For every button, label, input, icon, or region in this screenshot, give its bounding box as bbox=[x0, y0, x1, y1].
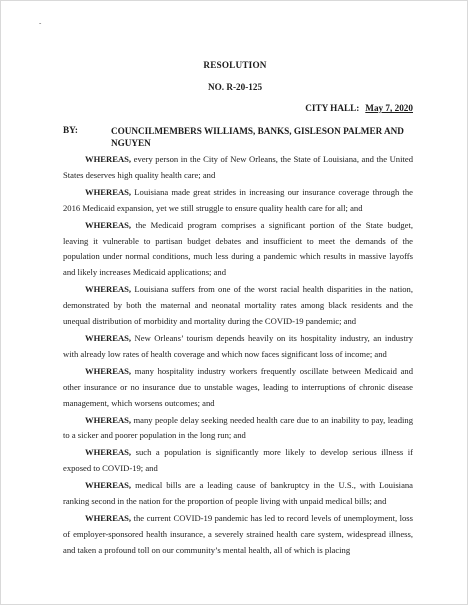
resolution-number: NO. R-20-125 bbox=[207, 82, 263, 92]
whereas-text: New Orleans’ tourism depends heavily on its hospitality industry, an industry with already low rates of health coverage and which now faces significant loss of income; and bbox=[63, 332, 413, 359]
whereas-paragraph bbox=[63, 152, 413, 184]
whereas-lead: WHEREAS, bbox=[85, 154, 132, 164]
whereas-lead: WHEREAS, bbox=[85, 365, 132, 376]
whereas-text: medical bills are a leading cause of bankruptcy in the U.S., with Louisiana ranking second in the nation for the proportion of people living with unpaid medical bills; and bbox=[63, 480, 413, 507]
whereas-text: every person in the City of New Orleans, the State of Louisiana, and the United States deserves high quality health care; and bbox=[63, 154, 413, 180]
whereas-paragraph bbox=[63, 218, 413, 282]
whereas-text: such a population is significantly more likely to develop serious illness if exposed to COVID-19; and bbox=[63, 447, 413, 474]
whereas-paragraph bbox=[63, 364, 413, 412]
whereas-paragraph bbox=[63, 511, 413, 559]
whereas-text: the Medicaid program comprises a significant portion of the State budget, leaving it vulnerable to partisan budget debates and insufficient to meet the demands of the population under normal conditions, much less during a pandemic which results in massive layoffs and likely increases Medicaid applications; and bbox=[63, 219, 413, 278]
whereas-lead: WHEREAS, bbox=[85, 332, 132, 343]
whereas-text: Louisiana made great strides in increasing our insurance coverage through the 2016 Medicaid expansion, yet we still struggle to ensure quality health care for all; and bbox=[63, 186, 413, 213]
whereas-lead: WHEREAS, bbox=[85, 512, 132, 523]
whereas-paragraph bbox=[63, 282, 413, 330]
whereas-lead: WHEREAS, bbox=[85, 284, 132, 295]
whereas-paragraph bbox=[63, 445, 413, 477]
whereas-text: many hospitality industry workers frequently oscillate between Medicaid and other insurance or no insurance due to unstable wages, leading to interruptions of chronic disease management, which worsens outcomes; and bbox=[63, 365, 413, 408]
whereas-paragraph bbox=[63, 413, 413, 445]
whereas-text: Louisiana suffers from one of the worst racial health disparities in the nation, demonstrated by both the maternal and neonatal mortality rates among black residents and the unequal distribution of morbidity and mortality during the COVID-19 pandemic; and bbox=[63, 284, 413, 327]
sponsors: COUNCILMEMBERS WILLIAMS, BANKS, GISLESON PALMER AND NGUYEN bbox=[111, 126, 404, 148]
whereas-paragraph bbox=[63, 185, 413, 217]
whereas-paragraph bbox=[63, 331, 413, 363]
whereas-lead: WHEREAS, bbox=[85, 414, 132, 425]
whereas-text: the current COVID-19 pandemic has led to record levels of unemployment, loss of employer-sponsored health insurance, a severely strained health care system, widespread illness, and taken a profound toll on our community’s mental health, all of which is placing bbox=[63, 512, 413, 555]
whereas-lead: WHEREAS, bbox=[85, 447, 132, 458]
city-hall-line bbox=[305, 103, 413, 113]
whereas-lead: WHEREAS, bbox=[85, 480, 132, 491]
by-label: BY: bbox=[63, 125, 78, 135]
whereas-text: many people delay seeking needed health care due to an inability to pay, leading to a sicker and poorer population in the long run; and bbox=[63, 414, 413, 441]
resolution-body bbox=[63, 152, 413, 560]
scan-mark: - bbox=[39, 19, 42, 27]
whereas-paragraph bbox=[63, 478, 413, 510]
resolution-date: May 7, 2020 bbox=[365, 103, 413, 113]
document-title: RESOLUTION bbox=[203, 60, 267, 70]
whereas-lead: WHEREAS, bbox=[85, 186, 132, 197]
city-hall-label: CITY HALL: bbox=[305, 103, 360, 113]
whereas-lead: WHEREAS, bbox=[85, 219, 132, 230]
